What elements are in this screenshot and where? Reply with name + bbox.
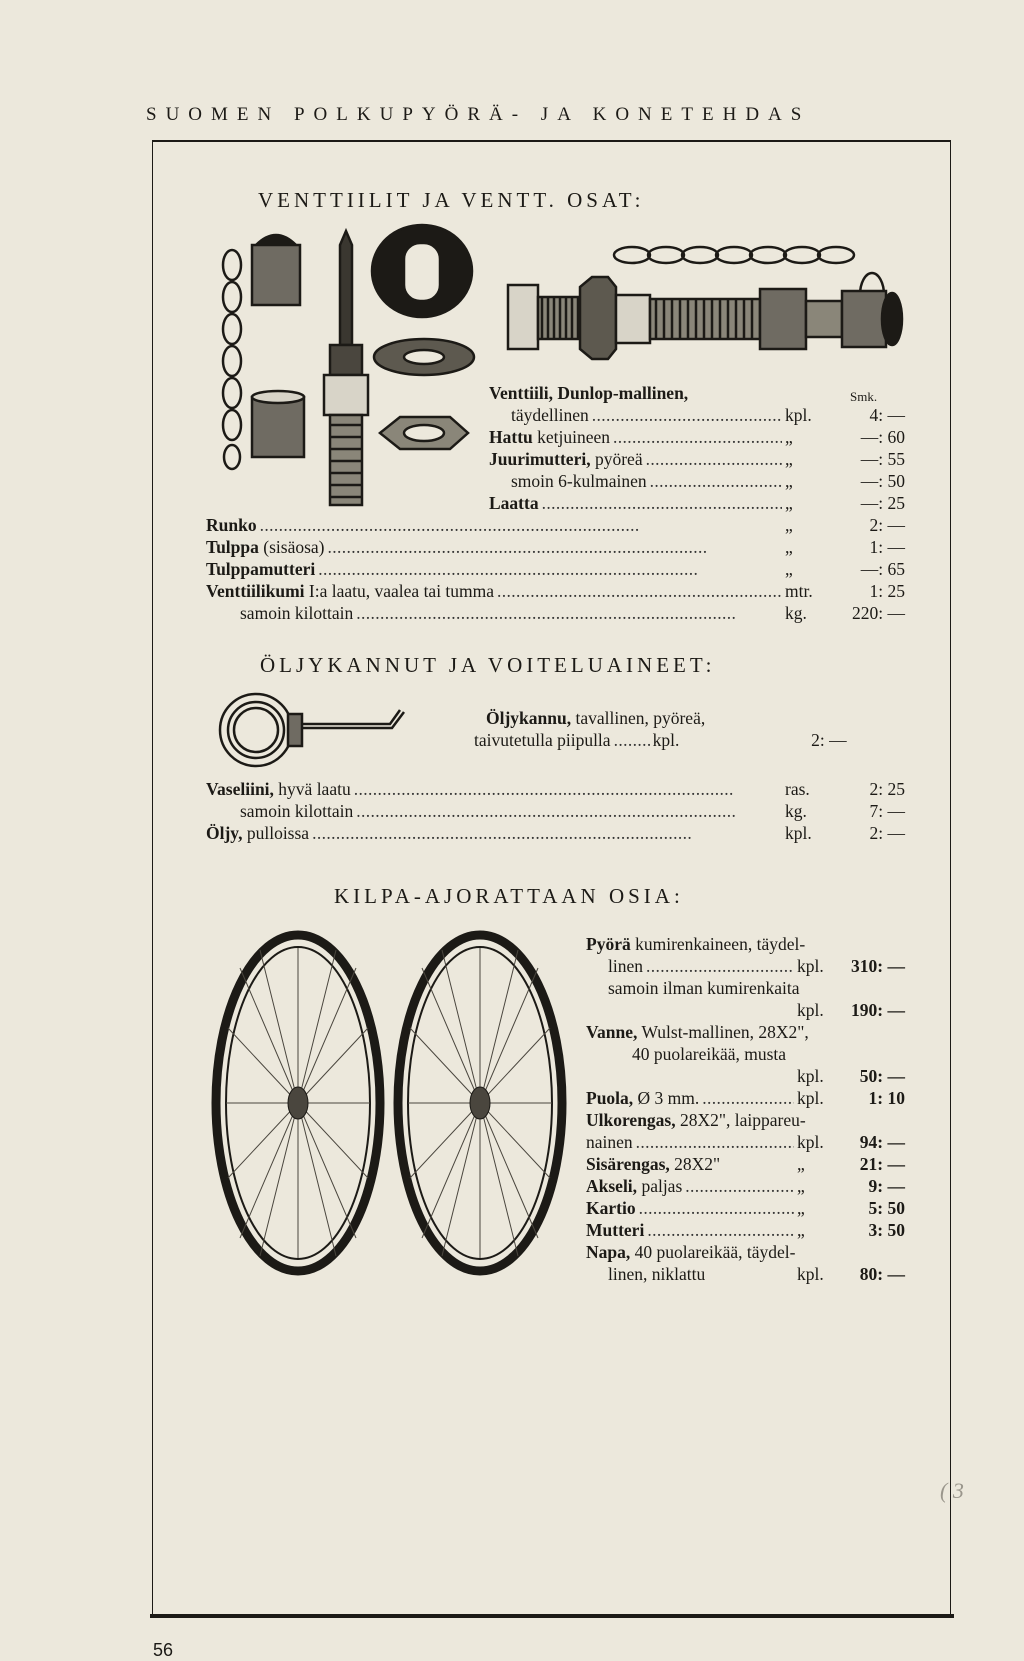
leader-dots	[592, 405, 782, 425]
price: 2: —	[811, 730, 847, 750]
item-label	[206, 537, 325, 557]
item-label-bold: Mutteri	[586, 1220, 645, 1240]
item-label	[489, 427, 610, 447]
racing-row	[586, 1022, 905, 1042]
price: 4: —	[869, 405, 905, 425]
pencil-mark: ( 3	[940, 1478, 964, 1503]
unit: kpl.	[797, 1066, 824, 1086]
frame-left-rule	[152, 140, 153, 1614]
valves-section-title: VENTTIILIT JA VENTT. OSAT:	[258, 188, 645, 212]
unit: kpl.	[797, 1088, 824, 1108]
leader-dots	[636, 1132, 794, 1152]
unit: kpl.	[785, 823, 812, 843]
page-header: SUOMEN POLKUPYÖRÄ- JA KONETEHDAS	[146, 104, 811, 125]
item-label-bold: Pyörä	[586, 934, 631, 954]
item-label-rest: kumirenkaineen, täydel-	[630, 934, 806, 954]
item-label	[586, 1088, 699, 1108]
price-row	[206, 581, 905, 601]
item-label-bold: Laatta	[489, 493, 539, 513]
item-label	[206, 779, 351, 799]
price: —: 60	[860, 427, 905, 447]
item-label	[586, 1110, 806, 1130]
item-label-rest: I:a laatu, vaalea tai tumma	[308, 581, 495, 601]
price: 50: —	[859, 1066, 905, 1086]
item-label	[586, 1132, 633, 1152]
item-label-rest: 28X2"	[669, 1154, 721, 1174]
item-label	[206, 823, 309, 843]
unit: mtr.	[785, 581, 813, 601]
item-label	[608, 978, 799, 998]
racing-row	[632, 1044, 905, 1064]
item-label	[586, 1220, 644, 1240]
valve-item-name	[489, 383, 688, 403]
item-label	[586, 1242, 795, 1262]
racing-row	[586, 1132, 905, 1152]
item-label	[586, 1198, 636, 1218]
leader-dots	[328, 537, 783, 557]
price: —: 25	[860, 493, 905, 513]
item-label-bold: Runko	[206, 515, 257, 535]
item-label	[489, 493, 539, 513]
unit: „	[785, 493, 793, 513]
price: 2: 25	[869, 779, 905, 799]
price-row	[206, 537, 905, 557]
item-label-bold: Vanne,	[586, 1022, 638, 1042]
leader-dots	[356, 603, 782, 623]
racing-row	[760, 1000, 905, 1020]
price-row	[206, 779, 905, 799]
item-label	[586, 1176, 682, 1196]
item-label: taivutetulla piipulla	[474, 730, 611, 750]
item-label	[206, 559, 315, 579]
item-label-bold: Venttiilikumi	[206, 581, 305, 601]
racing-row	[586, 1110, 905, 1130]
unit: „	[785, 559, 793, 579]
leader-dots	[702, 1088, 794, 1108]
racing-row	[586, 1198, 905, 1218]
leader-dots	[646, 956, 794, 976]
racing-row	[760, 1066, 905, 1086]
item-label-bold: Hattu	[489, 427, 533, 447]
item-label-rest: Ø 3 mm.	[633, 1088, 700, 1108]
item-label-bold: Kartio	[586, 1198, 636, 1218]
item-label-rest: linen	[608, 956, 643, 976]
item-label-rest: 28X2", laippareu-	[675, 1110, 806, 1130]
unit: „	[797, 1154, 805, 1174]
leader-dots	[497, 581, 782, 601]
racing-row	[608, 956, 905, 976]
price-row	[206, 823, 905, 843]
unit: „	[785, 449, 793, 469]
price-row	[240, 801, 905, 821]
racing-row	[586, 934, 905, 954]
item-label-rest: linen, niklattu	[608, 1264, 706, 1284]
unit: kg.	[785, 801, 807, 821]
price: 21: —	[859, 1154, 905, 1174]
item-label	[608, 956, 643, 976]
price: 7: —	[869, 801, 905, 821]
racing-row	[586, 1242, 905, 1262]
price: —: 50	[860, 471, 905, 491]
racing-row	[586, 1176, 905, 1196]
price: 2: —	[869, 823, 905, 843]
unit: „	[797, 1176, 805, 1196]
oil-can-line1	[486, 708, 705, 728]
item-label-bold: Napa,	[586, 1242, 631, 1262]
unit: „	[785, 427, 793, 447]
item-label: smoin 6-kulmainen	[511, 471, 647, 491]
price: 310: —	[851, 956, 905, 976]
price: —: 65	[860, 559, 905, 579]
item-label-rest: pulloissa	[246, 823, 310, 843]
item-label-rest: Wulst-mallinen, 28X2",	[637, 1022, 809, 1042]
frame-bottom-rule	[150, 1614, 954, 1618]
leader-dots	[639, 1198, 794, 1218]
oil-section-title: ÖLJYKANNUT JA VOITELUAINEET:	[260, 653, 716, 677]
leader-dots	[647, 1220, 794, 1240]
price-row	[511, 471, 905, 491]
price-row	[511, 405, 905, 425]
item-label	[586, 1022, 809, 1042]
leader-dots	[356, 801, 782, 821]
oil-can-name: Öljykannu,	[486, 708, 572, 728]
racing-row	[586, 1088, 905, 1108]
item-label-bold: Puola,	[586, 1088, 634, 1108]
unit: „	[785, 537, 793, 557]
item-label-bold: Juurimutteri,	[489, 449, 591, 469]
price-row	[206, 559, 905, 579]
item-label-rest: pyöreä	[594, 449, 643, 469]
price-row	[489, 493, 905, 513]
unit: kpl.	[797, 1000, 824, 1020]
valve-item-name-bold: Venttiili, Dunlop-mallinen,	[489, 383, 689, 403]
price-row	[489, 427, 905, 447]
leader-dots	[646, 449, 782, 469]
leader-dots	[354, 779, 782, 799]
item-label-bold: Ulkorengas,	[586, 1110, 676, 1130]
unit: kg.	[785, 603, 807, 623]
leader-dots	[260, 515, 782, 535]
price: 80: —	[859, 1264, 905, 1284]
item-label-rest: nainen	[586, 1132, 633, 1152]
item-label	[586, 1154, 720, 1174]
racing-row	[586, 1220, 905, 1240]
item-label-bold: Tulppamutteri	[206, 559, 316, 579]
item-label-rest: paljas	[637, 1176, 683, 1196]
leader-dots	[312, 823, 782, 843]
unit: kpl.	[785, 405, 812, 425]
item-label-rest: hyvä laatu	[278, 779, 351, 799]
price: 9: —	[868, 1176, 905, 1196]
price: 2: —	[869, 515, 905, 535]
item-label-rest: 40 puolareikää, täydel-	[630, 1242, 796, 1262]
price: 220: —	[852, 603, 905, 623]
item-label-rest: samoin ilman kumirenkaita	[608, 978, 800, 998]
item-label: samoin kilottain	[240, 801, 354, 821]
racing-row	[608, 978, 905, 998]
item-label-bold: Akseli,	[586, 1176, 638, 1196]
price: 1: —	[869, 537, 905, 557]
frame-top-rule	[152, 140, 950, 142]
price: 5: 50	[868, 1198, 905, 1218]
item-label-rest: ketjuineen	[537, 427, 611, 447]
price: 94: —	[859, 1132, 905, 1152]
unit: kpl.	[797, 1264, 824, 1284]
price: 1: 25	[869, 581, 905, 601]
unit: „	[785, 515, 793, 535]
unit: „	[797, 1198, 805, 1218]
racing-row	[608, 1264, 905, 1284]
item-label	[206, 581, 494, 601]
racing-section-title: KILPA-AJORATTAAN OSIA:	[334, 884, 684, 908]
currency-label: Smk.	[850, 389, 878, 404]
leader-dots	[542, 493, 782, 513]
item-label-rest: 40 puolareikää, musta	[632, 1044, 787, 1064]
price: 190: —	[851, 1000, 905, 1020]
item-label	[608, 1264, 705, 1284]
price: 3: 50	[868, 1220, 905, 1240]
racing-row	[586, 1154, 905, 1174]
oil-can-rest: tavallinen, pyöreä,	[575, 708, 706, 728]
item-label-bold: Tulppa	[206, 537, 259, 557]
page-number: 56	[153, 1640, 174, 1660]
leader-dots	[685, 1176, 794, 1196]
wheels-illustration	[210, 928, 574, 1278]
unit: „	[785, 471, 793, 491]
frame-right-rule	[950, 140, 951, 1614]
unit: kpl.	[652, 730, 680, 750]
price-row	[489, 449, 905, 469]
item-label: täydellinen	[511, 405, 589, 425]
item-label	[206, 515, 257, 535]
item-label-rest: (sisäosa)	[263, 537, 325, 557]
item-label-bold: Öljy,	[206, 823, 243, 843]
leader-dots	[650, 471, 782, 491]
item-label-bold: Vaseliini,	[206, 779, 274, 799]
item-label	[632, 1044, 786, 1064]
price-row	[240, 603, 905, 623]
item-label	[586, 934, 805, 954]
item-label	[489, 449, 643, 469]
item-label: samoin kilottain	[240, 603, 354, 623]
oil-can-illustration	[214, 690, 414, 770]
price-row	[474, 730, 904, 750]
price-row	[206, 515, 905, 535]
unit: kpl.	[797, 1132, 824, 1152]
unit: ras.	[785, 779, 810, 799]
leader-dots	[613, 427, 782, 447]
price: —: 55	[860, 449, 905, 469]
price: 1: 10	[868, 1088, 905, 1108]
unit: „	[797, 1220, 805, 1240]
item-label-bold: Sisärengas,	[586, 1154, 670, 1174]
unit: kpl.	[797, 956, 824, 976]
leader-dots	[614, 730, 650, 750]
leader-dots	[318, 559, 782, 579]
